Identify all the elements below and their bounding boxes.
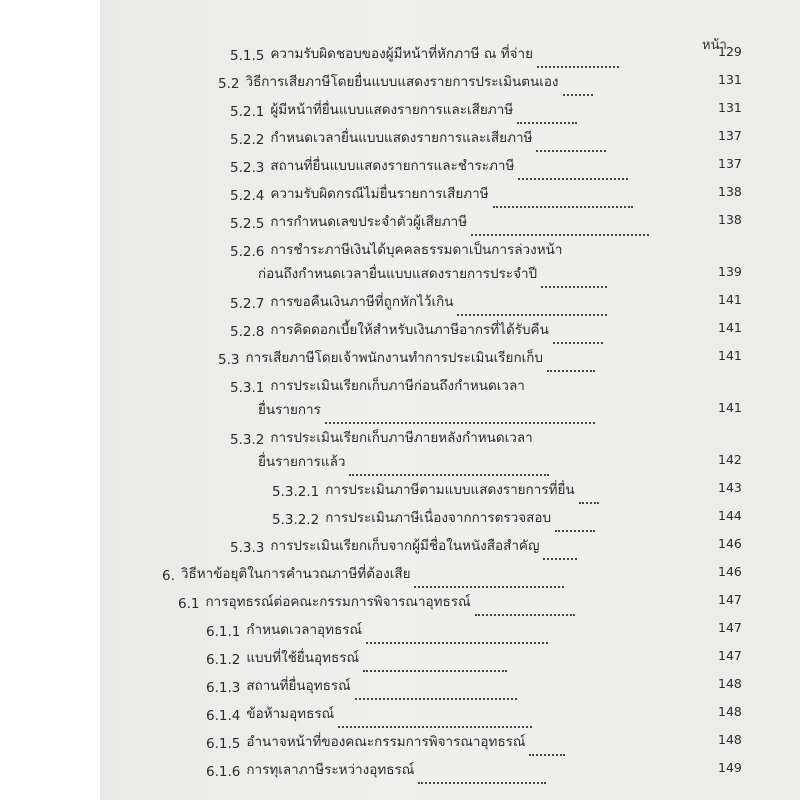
toc-page-number: 147 — [718, 620, 742, 635]
toc-page-number: 131 — [718, 72, 742, 87]
toc-entry — [100, 286, 800, 316]
toc-entry-number: 6.1.1 — [206, 624, 241, 640]
toc-entry-number: 5.2.8 — [230, 324, 265, 340]
toc-entry-title: สถานที่ยื่นอุทธรณ์ — [246, 678, 351, 694]
toc-entry-number: 5.3.2.2 — [272, 512, 320, 528]
toc-page-number: 148 — [718, 732, 742, 747]
toc-entry — [100, 726, 800, 756]
toc-entry-main-line — [230, 42, 619, 64]
toc-entry-number: 5.2.7 — [230, 296, 265, 312]
toc-entry-main-line — [230, 182, 633, 204]
toc-entry — [100, 178, 800, 208]
toc-entry-title: ข้อห้ามอุทธรณ์ — [246, 706, 335, 722]
toc-entry-number: 6.1.4 — [206, 708, 241, 724]
toc-entry-number: 5.1.5 — [230, 48, 265, 64]
toc-entry-title: การเสียภาษีโดยเจ้าพนักงานทำการประเมินเรียกเก็บ — [245, 350, 543, 366]
toc-page-number: 139 — [718, 264, 742, 279]
toc-entry-main-line — [218, 346, 595, 368]
toc-entry-title: ความรับผิดชอบของผู้มีหน้าที่หักภาษี ณ ที่จ่าย — [270, 46, 533, 62]
toc-entry-continuation-text: ก่อนถึงกำหนดเวลายื่นแบบแสดงรายการประจำปี — [258, 266, 538, 282]
toc-entry-number: 5.3 — [218, 352, 240, 368]
toc-entry-number: 6.1.6 — [206, 764, 241, 780]
toc-entry-main-line — [230, 374, 525, 396]
toc-entry — [100, 122, 800, 152]
toc-entry-title: การคิดดอกเบี้ยให้สำหรับเงินภาษีอากรที่ได้รับคืน — [270, 322, 549, 338]
toc-entry-main-line — [206, 674, 517, 696]
toc-page-number: 141 — [718, 292, 742, 307]
toc-entry-number: 6.1.5 — [206, 736, 241, 752]
toc-entry-main-line — [272, 478, 599, 500]
dot-leader — [418, 781, 546, 784]
toc-page-number: 147 — [718, 648, 742, 663]
toc-page-number: 141 — [718, 400, 742, 415]
toc-entry-main-line — [218, 70, 593, 92]
toc-entry — [100, 94, 800, 124]
toc-page-number: 137 — [718, 156, 742, 171]
toc-page-number: 138 — [718, 184, 742, 199]
toc-entry-main-line — [230, 318, 603, 340]
toc-page-number: 142 — [718, 452, 742, 467]
toc-entry — [100, 150, 800, 180]
toc-entry-main-line — [162, 562, 564, 584]
toc-entry-title: ผู้มีหน้าที่ยื่นแบบแสดงรายการและเสียภาษี — [270, 102, 514, 118]
toc-entry-main-line — [272, 506, 595, 528]
toc-entry-title: การทุเลาภาษีระหว่างอุทธรณ์ — [246, 762, 415, 778]
toc-entry-number: 5.3.2.1 — [272, 484, 320, 500]
toc-entry-title: สถานที่ยื่นแบบแสดงรายการและชำระภาษี — [270, 158, 515, 174]
toc-page-number: 144 — [718, 508, 742, 523]
toc-page-number: 149 — [718, 760, 742, 775]
toc-entry — [100, 502, 800, 532]
toc-entry-title: ความรับผิดกรณีไม่ยื่นรายการเสียภาษี — [270, 186, 489, 202]
toc-entry-title: วิธีหาข้อยุติในการคำนวณภาษีที่ต้องเสีย — [180, 566, 411, 582]
toc-page-number: 146 — [718, 536, 742, 551]
toc-entry — [100, 370, 800, 418]
book-page — [100, 0, 800, 800]
toc-entry-title: แบบที่ใช้ยื่นอุทธรณ์ — [246, 650, 360, 666]
toc-page-number: 137 — [718, 128, 742, 143]
toc-entry — [100, 670, 800, 700]
toc-entry-title: การประเมินเรียกเก็บภาษีภายหลังกำหนดเวลา — [270, 430, 533, 446]
toc-entry-number: 6.1.2 — [206, 652, 241, 668]
toc-entry-title: การประเมินเรียกเก็บจากผู้มีชื่อในหนังสือสำคัญ — [270, 538, 540, 554]
toc-entry — [100, 642, 800, 672]
toc-entry-title: วิธีการเสียภาษีโดยยื่นแบบแสดงรายการประเมินตนเอง — [245, 74, 559, 90]
toc-entry — [100, 234, 800, 282]
toc-page-number: 147 — [718, 592, 742, 607]
toc-entry-number: 5.3.1 — [230, 380, 265, 396]
toc-page-number: 129 — [718, 44, 742, 59]
toc-entry-title: อำนาจหน้าที่ของคณะกรรมการพิจารณาอุทธรณ์ — [246, 734, 526, 750]
toc-entry — [100, 422, 800, 470]
toc-entry-number: 5.3.3 — [230, 540, 265, 556]
toc-entry — [100, 698, 800, 728]
toc-entry — [100, 530, 800, 560]
toc-page-number: 143 — [718, 480, 742, 495]
toc-entry-main-line — [206, 758, 546, 780]
toc-entry-number: 5.2.3 — [230, 160, 265, 176]
toc-entry-continuation-text: ยื่นรายการ — [258, 402, 321, 418]
toc-entry-main-line — [230, 290, 607, 312]
toc-entry-title: การชำระภาษีเงินได้บุคคลธรรมดาเป็นการล่วงหน้า — [270, 242, 563, 258]
toc-entry-number: 5.2.4 — [230, 188, 265, 204]
toc-page-number: 141 — [718, 348, 742, 363]
toc-page-number: 138 — [718, 212, 742, 227]
toc-entry-title: การกำหนดเลขประจำตัวผู้เสียภาษี — [270, 214, 468, 230]
toc-entry-continuation-text: ยื่นรายการแล้ว — [258, 454, 346, 470]
toc-entry-main-line — [206, 730, 565, 752]
toc-entry-main-line — [206, 702, 532, 724]
toc-page-number: 148 — [718, 676, 742, 691]
toc-entry-main-line — [206, 646, 507, 668]
page-column-header: หน้า — [702, 38, 727, 53]
toc-entry-title: กำหนดเวลายื่นแบบแสดงรายการและเสียภาษี — [270, 130, 533, 146]
toc-entry-main-line — [230, 426, 533, 448]
toc-page-number: 141 — [718, 320, 742, 335]
toc-entry-title: กำหนดเวลาอุทธรณ์ — [246, 622, 363, 638]
toc-page-number: 131 — [718, 100, 742, 115]
toc-entry-main-line — [230, 154, 628, 176]
toc-entry-main-line — [230, 210, 649, 232]
toc-entry-continuation — [258, 450, 549, 472]
toc-entry-main-line — [230, 98, 577, 120]
toc-page-number: 148 — [718, 704, 742, 719]
toc-entry-continuation — [258, 262, 607, 284]
toc-entry-number: 6.1 — [178, 596, 200, 612]
toc-entry-number: 5.2 — [218, 76, 240, 92]
toc-entry-number: 5.2.2 — [230, 132, 265, 148]
toc-entry — [100, 314, 800, 344]
toc-entry-title: การประเมินภาษีเนื่องจากการตรวจสอบ — [325, 510, 552, 526]
toc-page-number: 146 — [718, 564, 742, 579]
toc-entry — [100, 586, 800, 616]
toc-entry-continuation — [258, 398, 595, 420]
toc-entry — [100, 38, 800, 68]
toc-entry-number: 5.3.2 — [230, 432, 265, 448]
toc-entry-number: 6. — [162, 568, 175, 584]
toc-entry-number: 5.2.1 — [230, 104, 265, 120]
toc-entry-main-line — [230, 238, 562, 260]
toc-entry-main-line — [230, 126, 606, 148]
toc-entry-main-line — [206, 618, 548, 640]
toc-entry — [100, 754, 800, 784]
toc-entry — [100, 614, 800, 644]
toc-entry-number: 5.2.6 — [230, 244, 265, 260]
toc-entry — [100, 206, 800, 236]
toc-entry — [100, 342, 800, 372]
toc-entry — [100, 474, 800, 504]
toc-entry — [100, 558, 800, 588]
toc-entry-main-line — [230, 534, 577, 556]
toc-entry-title: การขอคืนเงินภาษีที่ถูกหักไว้เกิน — [270, 294, 454, 310]
toc-entry-number: 5.2.5 — [230, 216, 265, 232]
toc-entry-main-line — [178, 590, 575, 612]
toc-entry — [100, 66, 800, 96]
toc-entry-title: การประเมินเรียกเก็บภาษีก่อนถึงกำหนดเวลา — [270, 378, 525, 394]
toc-entry-title: การอุทธรณ์ต่อคณะกรรมการพิจารณาอุทธรณ์ — [205, 594, 471, 610]
toc-entry-title: การประเมินภาษีตามแบบแสดงรายการที่ยื่น — [325, 482, 575, 498]
toc-entry-number: 6.1.3 — [206, 680, 241, 696]
